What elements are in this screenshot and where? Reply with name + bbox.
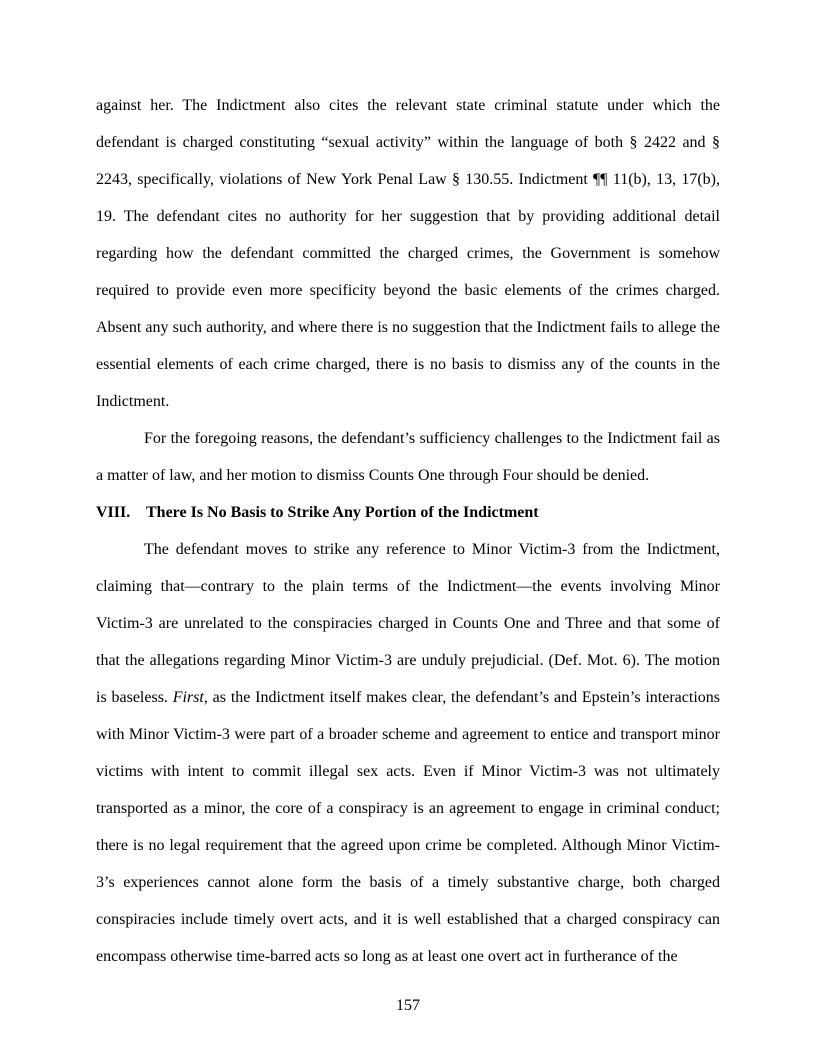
paragraph-motion-to-strike: [96, 531, 720, 975]
section-heading-text: There Is No Basis to Strike Any Portion of the Indictment: [146, 504, 539, 521]
paragraph-run-italic: First: [172, 689, 204, 706]
paragraph-continuation: against her. The Indictment also cites the relevant state criminal statute under which the defendant is charged constituting “sexual activity” within the language of both § 2422 and § 2243, specifically, violations of New York Penal Law § 130.55. Indictment ¶¶ 11(b), 13, 17(b), 19. The defendant cites no authority for her suggestion that by providing additional detail regarding how the defendant committed the charged crimes, the Government is somehow required to provide even more specificity beyond the basic elements of the crimes charged. Absent any such authority, and where there is no suggestion that the Indictment fails to allege the essential elements of each crime charged, there is no basis to dismiss any of the counts in the Indictment.: [96, 97, 720, 410]
section-heading: [96, 494, 720, 531]
paragraph-run: The defendant moves to strike any reference to Minor Victim-3 from the Indictment, claiming that—contrary to the plain terms of the Indictment—the events involving Minor Victim-3 are unrelated to the conspiracies charged in Counts One and Three and that some of that the allegations regarding Minor Victim-3 are unduly prejudicial. (Def. Mot. 6). The motion is baseless.: [96, 541, 720, 706]
page-number: 157: [396, 997, 420, 1014]
paragraph-conclusion: For the foregoing reasons, the defendant’s sufficiency challenges to the Indictment fail as a matter of law, and her motion to dismiss Counts One through Four should be denied.: [96, 430, 720, 484]
paragraph-run: , as the Indictment itself makes clear, the defendant’s and Epstein’s interactions with Minor Victim-3 were part of a broader scheme and agreement to entice and transport minor victims with intent to commit illegal sex acts. Even if Minor Victim-3 was not ultimately transported as a minor, the core of a conspiracy is an agreement to engage in criminal conduct; there is no legal requirement that the agreed upon crime be completed. Although Minor Victim-3’s experiences cannot alone form the basis of a timely substantive charge, both charged conspiracies include timely overt acts, and it is well established that a charged conspiracy can encompass otherwise time-barred acts so long as at least one overt act in furtherance of the: [96, 689, 720, 965]
document-body: [96, 87, 720, 975]
section-heading-number: VIII.: [96, 504, 131, 521]
